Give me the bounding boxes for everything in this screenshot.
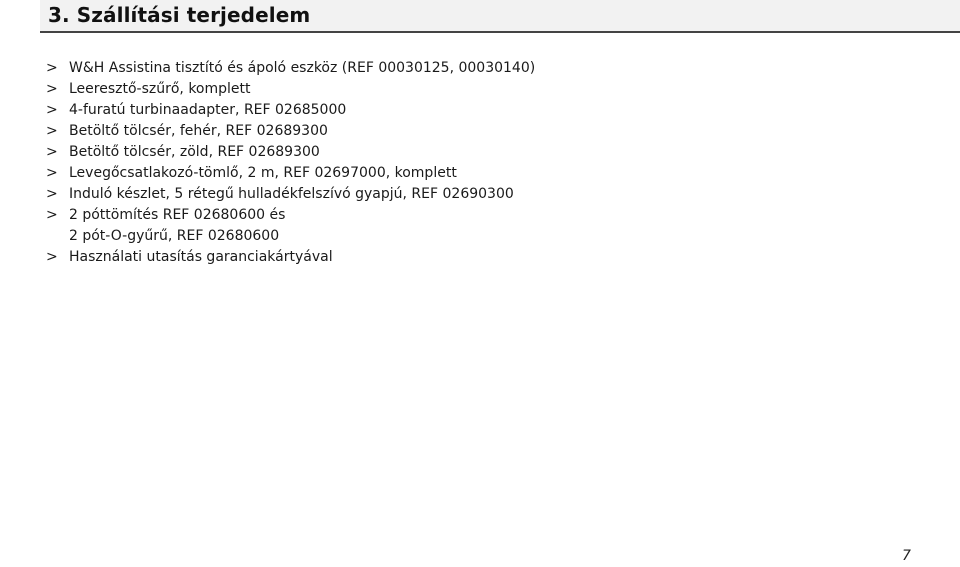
list-item-text: 4-furatú turbinaadapter, REF 02685000 xyxy=(69,102,347,118)
list-marker: > xyxy=(46,186,58,202)
page-number: 7 xyxy=(902,548,911,564)
delivery-scope-list xyxy=(46,58,535,268)
list-item xyxy=(46,58,535,79)
list-item xyxy=(46,184,535,205)
list-item xyxy=(46,163,535,184)
list-marker: > xyxy=(46,249,58,265)
list-item-text: W&H Assistina tisztító és ápoló eszköz (REF 00030125, 00030140) xyxy=(69,60,536,76)
list-marker: > xyxy=(46,144,58,160)
list-marker: > xyxy=(46,102,58,118)
list-item-text: Használati utasítás garanciakártyával xyxy=(69,249,333,265)
list-item-text: Leeresztő-szűrő, komplett xyxy=(69,81,251,97)
list-marker: > xyxy=(46,123,58,139)
list-marker: > xyxy=(46,60,58,76)
list-item xyxy=(46,247,535,268)
list-item xyxy=(46,142,535,163)
list-item-text: 2 póttömítés REF 02680600 és xyxy=(69,207,286,223)
list-item-text: Betöltő tölcsér, fehér, REF 02689300 xyxy=(69,123,328,139)
header-divider xyxy=(40,31,960,33)
section-title: 3. Szállítási terjedelem xyxy=(48,3,311,27)
list-item-text: Betöltő tölcsér, zöld, REF 02689300 xyxy=(69,144,320,160)
list-item xyxy=(46,205,535,247)
list-item xyxy=(46,121,535,142)
list-marker: > xyxy=(46,81,58,97)
list-item-text: Levegőcsatlakozó-tömlő, 2 m, REF 02697000, komplett xyxy=(69,165,457,181)
list-item-text: Induló készlet, 5 rétegű hulladékfelszívó gyapjú, REF 02690300 xyxy=(69,186,514,202)
list-marker: > xyxy=(46,165,58,181)
list-marker: > xyxy=(46,207,58,223)
list-item xyxy=(46,100,535,121)
list-item-continuation-text: 2 pót-O-gyűrű, REF 02680600 xyxy=(69,228,280,244)
list-item xyxy=(46,79,535,100)
